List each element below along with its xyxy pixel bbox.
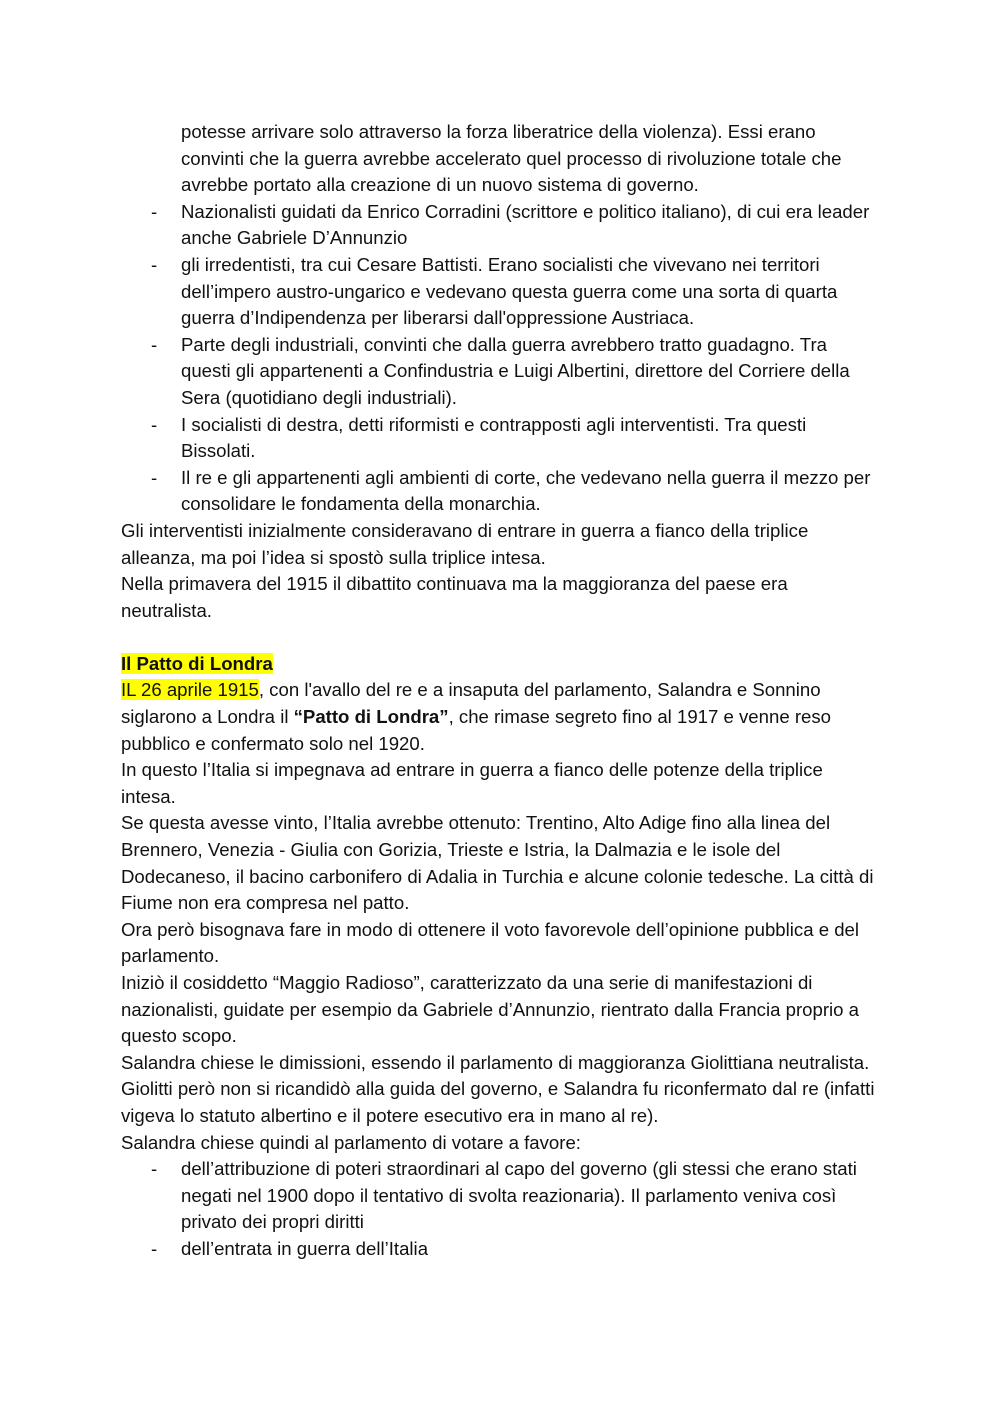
bullet-dash: - <box>151 413 158 435</box>
paragraph: Salandra chiese le dimissioni, essendo il parlamento di maggioranza Giolittiana neutralista. Giolitti però non si ricandidò alla guida del governo, e Salandra fu riconfermato dal re (infatti vigeva lo statuto albertino e il potere esecutivo era in mano al re). <box>121 1051 875 1126</box>
bullet-dash: - <box>151 200 158 222</box>
bullet-dash: - <box>151 1158 158 1180</box>
list-item <box>121 412 881 465</box>
paragraph: Salandra chiese quindi al parlamento di votare a favore: <box>121 1131 581 1153</box>
list-item-text: dell’entrata in guerra dell’Italia <box>181 1237 429 1259</box>
date-highlight: IL 26 aprile 1915 <box>121 679 259 701</box>
list-item-text: Parte degli industriali, convinti che dalla guerra avrebbero tratto guadagno. Tra questi gli appartenenti a Confindustria e Luigi Albertini, direttore del Corriere della Sera (quotidiano degli industriali). <box>181 333 850 408</box>
paragraph: Ora però bisognava fare in modo di ottenere il voto favorevole dell’opinione pubblica e del parlamento. <box>121 918 860 967</box>
list-item-text: I socialisti di destra, detti riformisti e contrapposti agli interventisti. Tra questi Bissolati. <box>181 413 807 462</box>
paragraph: Se questa avesse vinto, l’Italia avrebbe ottenuto: Trentino, Alto Adige fino alla linea del Brennero, Venezia - Giulia con Gorizia, Trieste e Istria, la Dalmazia e le isole del Dodecaneso, il bacino carbonifero di Adalia in Turchia e alcune colonie tedesche. La città di Fiume non era compresa nel patto. <box>121 812 874 914</box>
list-item <box>121 465 881 518</box>
list-item <box>121 199 881 252</box>
list-item-text: potesse arrivare solo attraverso la forza liberatrice della violenza). Essi erano convinti che la guerra avrebbe accelerato quel processo di rivoluzione totale che avrebbe portato alla creazione di un nuovo sistema di governo. <box>181 121 842 196</box>
section-heading <box>121 651 881 678</box>
list-item-text: gli irredentisti, tra cui Cesare Battisti. Erano socialisti che vivevano nei territori dell’impero austro-ungarico e vedevano questa guerra come una sorta di quarta guerra d’Indipendenza per liberarsi dall'oppressione Austriaca. <box>181 253 838 329</box>
bullet-dash: - <box>151 333 158 355</box>
treaty-name: “Patto di Londra” <box>293 706 449 728</box>
paragraph-interventisti: Gli interventisti inizialmente consideravano di entrare in guerra a fianco della triplice alleanza, ma poi l’idea si spostò sulla triplice intesa. <box>121 519 809 568</box>
paragraph-primavera: Nella primavera del 1915 il dibattito continuava ma la maggioranza del paese era neutralista. <box>121 573 788 621</box>
list-item-text: dell’attribuzione di poteri straordinari al capo del governo (gli stessi che erano stati negati nel 1900 dopo il tentativo di svolta reazionaria). Il parlamento veniva così privato dei propri diritti <box>181 1158 857 1233</box>
spacer <box>121 624 881 651</box>
list-item-text: Nazionalisti guidati da Enrico Corradini (scrittore e politico italiano), di cui era leader anche Gabriele D’Annunzio <box>181 200 870 249</box>
list-item <box>121 252 881 332</box>
list-item <box>121 1236 881 1263</box>
bullet-dash: - <box>151 1237 158 1259</box>
document-page <box>121 119 881 1263</box>
intro-text-1: , con l'avallo del re e a insaputa del parlamento, Salandra e Sonnino siglarono a Londra il <box>121 679 821 728</box>
paragraph: Iniziò il cosiddetto “Maggio Radioso”, caratterizzato da una serie di manifestazioni di nazionalisti, guidate per esempio da Gabriele d’Annunzio, rientrato dalla Francia proprio a questo scopo. <box>121 972 859 1047</box>
list-item <box>121 332 881 412</box>
list-item-continuation <box>121 119 881 199</box>
salandra-list <box>121 1156 881 1262</box>
paragraph: In questo l’Italia si impegnava ad entrare in guerra a fianco delle potenze della triplice intesa. <box>121 759 823 807</box>
intro-text-2: , che rimase segreto fino al 1917 e venne reso pubblico e confermato solo nel 1920. <box>121 706 832 754</box>
section-heading-text: Il Patto di Londra <box>121 652 273 674</box>
list-item <box>121 1156 881 1236</box>
bullet-dash: - <box>151 466 158 488</box>
paragraph-intro <box>121 677 881 757</box>
bullet-dash: - <box>151 253 158 275</box>
interventisti-list <box>121 119 881 518</box>
list-item-text: Il re e gli appartenenti agli ambienti di corte, che vedevano nella guerra il mezzo per consolidare le fondamenta della monarchia. <box>181 466 871 515</box>
